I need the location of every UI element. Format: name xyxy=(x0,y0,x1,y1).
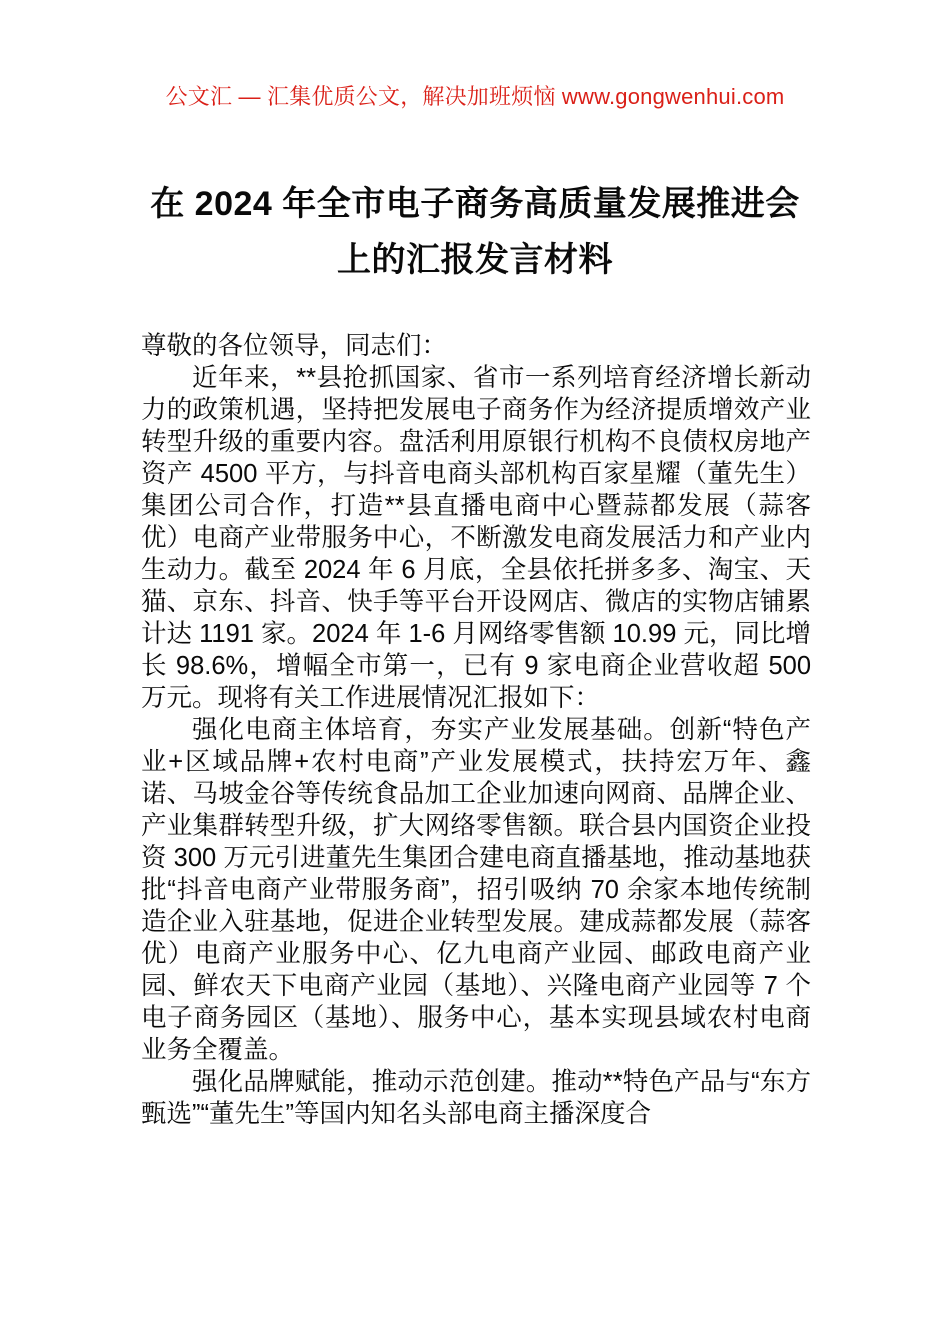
document-title-line-2: 上的汇报发言材料 xyxy=(337,241,613,279)
paragraph-salutation: 尊敬的各位领导，同志们： xyxy=(141,332,448,360)
paragraph-section-1: 强化电商主体培育，夯实产业发展基础。创新“特色产业+区域品牌+农村电商”产业发展模式，扶持宏万年、鑫诺、马坡金谷等传统食品加工企业加速向网商、品牌企业、产业集群转型升级，扩大网络零售额。联合县内国资企业投资 300 万元引进董先生集团合建电商直播基地，推动基地获批“抖音电商产业带服务商”，招引吸纳 70 余家本地传统制造企业入驻基地，促进企业转型发展。建成蒜都发展（蒜客优）电商产业服务中心、亿九电商产业园、邮政电商产业园、鲜农天下电商产业园（基地）、兴隆电商产业园等 7 个电子商务园区（基地）、服务中心，基本实现县域农村电商业务全覆盖。 xyxy=(141,716,811,1064)
paragraph-section-2: 强化品牌赋能，推动示范创建。推动**特色产品与“东方甄选”“董先生”等国内知名头部电商主播深度合 xyxy=(141,1068,811,1128)
document-body xyxy=(141,330,811,1130)
site-banner xyxy=(0,82,950,112)
document-title xyxy=(120,176,830,288)
site-banner-url: www.gongwenhui.com xyxy=(561,84,785,109)
paragraph-overview: 近年来，**县抢抓国家、省市一系列培育经济增长新动力的政策机遇，坚持把发展电子商务作为经济提质增效产业转型升级的重要内容。盘活利用原银行机构不良债权房地产资产 4500 平方，与抖音电商头部机构百家星耀（董先生）集团公司合作，打造**县直播电商中心暨蒜都发展（蒜客优）电商产业带服务中心，不断激发电商发展活力和产业内生动力。截至 2024 年 6 月底，全县依托拼多多、淘宝、天猫、京东、抖音、快手等平台开设网店、微店的实物店铺累计达 1191 家。2024 年 1-6 月网络零售额 10.99 元，同比增长 98.6%，增幅全市第一，已有 9 家电商企业营收超 500 万元。现将有关工作进展情况汇报如下： xyxy=(141,364,811,712)
document-title-line-1: 在 2024 年全市电子商务高质量发展推进会 xyxy=(150,185,800,223)
site-banner-cn-text: 公文汇 — 汇集优质公文，解决加班烦恼 xyxy=(165,84,556,109)
